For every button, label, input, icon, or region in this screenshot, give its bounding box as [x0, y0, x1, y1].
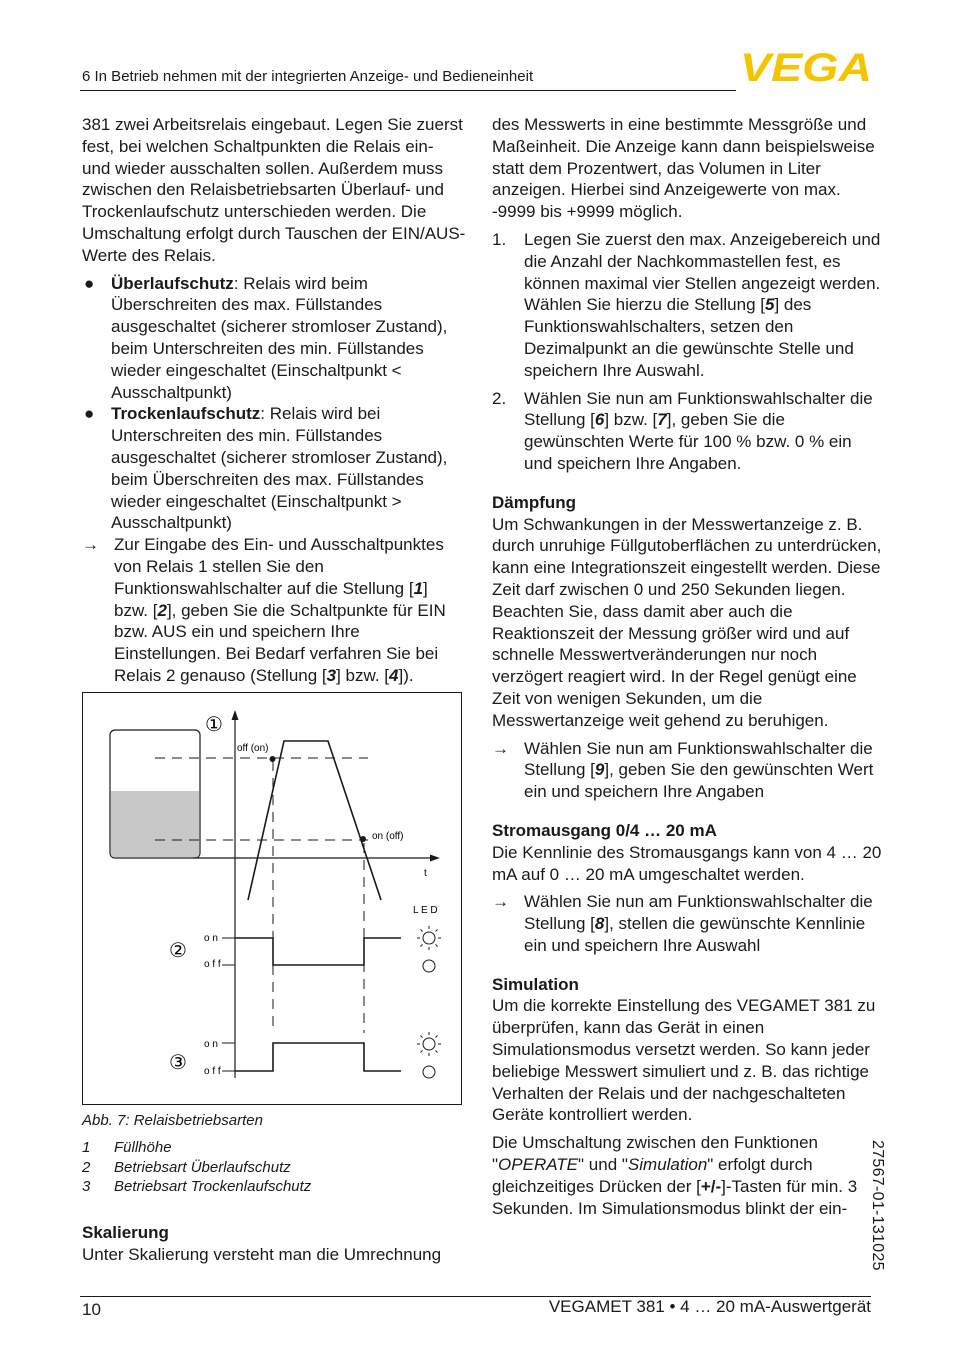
switch-position-2: 2 — [157, 600, 167, 620]
legend-key: 2 — [82, 1158, 91, 1176]
legend-key: 3 — [82, 1178, 91, 1195]
step-text: ], geben Sie die gewünschten Werte für 100 % bzw. 0 % ein und speichern Ihre Angaben. — [524, 410, 852, 473]
led-label: L E D — [413, 905, 438, 916]
legend-text: Betriebsart Trockenlaufschutz — [114, 1178, 312, 1195]
action-text: Zur Eingabe des Ein- und Ausschaltpunktes von Relais 1 stellen Sie den Funktionswahlschalter auf die Stellung [ — [114, 535, 444, 598]
relay2-signal — [235, 938, 401, 965]
strom-heading: Stromausgang 0/4 … 20 mA — [492, 820, 717, 840]
step-2 — [492, 388, 882, 475]
switch-on-point — [360, 836, 366, 842]
skalierung-text: Unter Skalierung versteht man die Umrechnung — [82, 1244, 442, 1264]
document-title: VEGAMET 381 • 4 … 20 mA-Auswertgerät — [548, 1297, 871, 1316]
step-number: 1. — [492, 229, 507, 249]
vega-logo — [740, 50, 874, 84]
switch-position-6: 6 — [594, 410, 605, 430]
simulation-text-2: Die Umschaltung zwischen den Funktionen "OPERATE" und "Simulation" erfolgt durch gleichzeitiges Drücken der [+/-]-Tasten für min. 3 Sekunden. Im Simulationsmodus blinkt der ein- — [492, 1133, 858, 1218]
skalierung-section — [82, 1222, 466, 1266]
vega-logo-text: VEGA — [740, 50, 872, 84]
strom-action — [492, 891, 882, 956]
step-number: 2. — [492, 388, 507, 408]
legend-key: 1 — [82, 1139, 91, 1156]
arrow-icon: → — [492, 892, 509, 912]
right-intro-paragraph: des Messwerts in eine bestimmte Messgröße und Maßeinheit. Die Anzeige kann dann beispielsweise statt dem Prozentwert, das Volumen in Liter anzeigen. Hierbei sind Anzeigewerte von max. -9999 bis +9999 möglich. — [492, 115, 875, 222]
desc-ueberlaufschutz: : Relais wird beim Überschreiten des max. Füllstandes ausgeschaltet (sicherer stromloser Zustand), beim Unterschreiten des min. Füllstandes wieder eingeschaltet (Einschaltpunkt < Ausschaltpunkt) — [111, 273, 448, 402]
step-text: ] bzw. [ — [604, 410, 658, 430]
daempfung-heading: Dämpfung — [492, 492, 577, 512]
simulation-heading: Simulation — [492, 974, 579, 994]
switch-position-8: 8 — [594, 914, 605, 934]
marker-2: ② — [169, 938, 187, 962]
legend-item — [82, 1177, 311, 1197]
relay-mode-diagram — [83, 693, 461, 1104]
legend-item — [82, 1138, 311, 1158]
step-text: Legen Sie zuerst den max. Anzeigebereich und die Anzahl der Nachkommastellen fest, es können maximal vier Stellen angezeigt werden. Wählen Sie hierzu die Stellung [ — [524, 229, 881, 315]
strom-text: Die Kennlinie des Stromausgangs kann von 4 … 20 mA auf 0 … 20 mA umgeschaltet werden. — [492, 842, 882, 884]
daempfung-action — [492, 738, 882, 803]
marker-3: ③ — [169, 1050, 187, 1074]
label-off-on: off (on) — [237, 743, 269, 754]
action-text: Wählen Sie nun am Funktionswahlschalter die Stellung [ — [524, 738, 873, 780]
term-trockenlaufschutz: Trockenlaufschutz — [111, 404, 261, 424]
switch-position-4: 4 — [389, 665, 399, 685]
list-item-trockenlauf — [82, 403, 466, 534]
label-on-off: on (off) — [372, 831, 404, 842]
step-text: Wählen Sie nun am Funktionswahlschalter die Stellung [ — [524, 388, 873, 430]
switch-position-1: 1 — [413, 578, 424, 598]
action-relay-setup — [82, 534, 466, 687]
key-plus-minus: +/- — [700, 1176, 722, 1196]
time-axis-label: t — [424, 868, 427, 879]
led-off-icon — [423, 1066, 435, 1078]
mode-simulation: Simulation — [627, 1155, 708, 1175]
legend-text: Betriebsart Überlaufschutz — [114, 1158, 291, 1176]
daempfung-text: Um Schwankungen in der Messwertanzeige z. B. durch unruhige Füllgutoberflächen zu unterdrücken, kann eine Integrationszeit eingestellt werden. Diese Zeit darf zwischen 0 und 250 Sekunden liegen. Beachten Sie, dass damit aber auch die Reaktionszeit der Messung größer wird und auf schnelle Messwertveränderungen nur noch verzögert reagiert wird. In der Regel genügt eine Zeit von wenigen Sekunden, um die Messwertanzeige weit gehend zu beruhigen. — [492, 514, 882, 730]
led-on-icon — [417, 1032, 441, 1056]
level-curve — [248, 741, 381, 900]
arrow-icon: → — [492, 738, 509, 758]
tank-fill — [111, 791, 200, 857]
relay3-on-label: o n — [204, 1039, 218, 1050]
switch-position-3: 3 — [326, 665, 337, 685]
led-off-icon — [423, 960, 435, 972]
simulation-text: Um die korrekte Einstellung des VEGAMET 381 zu überprüfen, kann das Gerät in einen Simulationsmodus versetzt werden. So kann jeder beliebige Messwert simuliert und z. B. das richtige Verhalten der Relais und der nachgeschalteten Geräte kontrolliert werden. — [492, 996, 876, 1125]
running-header: 6 In Betrieb nehmen mit der integrierten Anzeige- und Bedieneinheit — [82, 68, 534, 85]
figure-caption: Abb. 7: Relaisbetriebsarten — [82, 1112, 263, 1129]
action-text: ], stellen die gewünschte Kennlinie ein und speichern Ihre Auswahl — [524, 914, 866, 955]
desc-trockenlaufschutz: : Relais wird bei Unterschreiten des min. Füllstandes ausgeschaltet (sicherer stromloser Zustand), beim Überschreiten des max. Füllstandes wieder eingeschaltet (Einschaltpunkt > Ausschaltpunkt) — [111, 404, 448, 533]
document-code: 27567-01-131025 — [869, 1140, 886, 1271]
switch-off-point — [270, 756, 276, 762]
switch-position-5: 5 — [764, 295, 775, 315]
relay-mode-figure — [82, 692, 462, 1105]
list-item-ueberlauf — [82, 273, 466, 404]
relay3-off-label: o f f — [204, 1066, 221, 1077]
right-column — [492, 114, 882, 1219]
step-1 — [492, 229, 882, 382]
arrow-icon: → — [82, 535, 99, 555]
bullet-icon: ● — [84, 273, 95, 293]
left-intro-paragraph: 381 zwei Arbeitsrelais eingebaut. Legen Sie zuerst fest, bei welchen Schaltpunkten die Relais ein- und wieder ausschalten sollen. Außerdem muss zwischen den Relaisbetriebsarten Überlauf- und Trockenlaufschutz unterschieden werden. Die Umschaltung erfolgt durch Tauschen der EIN/AUS-Werte des Relais. — [82, 115, 466, 265]
action-text: ], geben Sie die Schaltpunkte für EIN bzw. AUS ein und speichern Ihre Einstellungen. Bei Bedarf verfahren Sie bei Relais 2 genauso (Stellung [ — [114, 600, 446, 685]
relay3-signal — [235, 1043, 401, 1071]
action-text: Wählen Sie nun am Funktionswahlschalter die Stellung [ — [524, 892, 873, 934]
skalierung-heading: Skalierung — [82, 1223, 169, 1242]
header-rule — [80, 90, 736, 91]
relay2-on-label: o n — [204, 933, 218, 944]
x-axis-arrow — [430, 855, 440, 862]
left-column — [82, 114, 466, 687]
figure-legend — [82, 1138, 311, 1197]
y-axis-arrow — [232, 710, 239, 720]
action-text: ]). — [398, 665, 414, 685]
step-text: ] des Funktionswahlschalters, setzen den Dezimalpunkt an die gewünschte Stelle und speichern Ihre Auswahl. — [524, 295, 854, 380]
term-ueberlaufschutz: Überlaufschutz — [111, 273, 234, 293]
marker-1: ① — [205, 712, 223, 736]
action-text: ] bzw. [ — [336, 665, 390, 685]
switch-position-7: 7 — [657, 410, 667, 430]
page-number: 10 — [82, 1300, 101, 1319]
switch-position-9: 9 — [594, 760, 605, 780]
action-text: ] bzw. [ — [114, 578, 428, 620]
legend-item — [82, 1158, 311, 1178]
led-on-icon — [417, 926, 441, 950]
legend-text: Füllhöhe — [114, 1139, 172, 1156]
mode-operate: OPERATE — [498, 1155, 579, 1175]
bullet-icon: ● — [84, 404, 95, 424]
relay2-off-label: o f f — [204, 959, 221, 970]
action-text: ], geben Sie den gewünschten Wert ein und speichern Ihre Angaben — [524, 760, 874, 802]
